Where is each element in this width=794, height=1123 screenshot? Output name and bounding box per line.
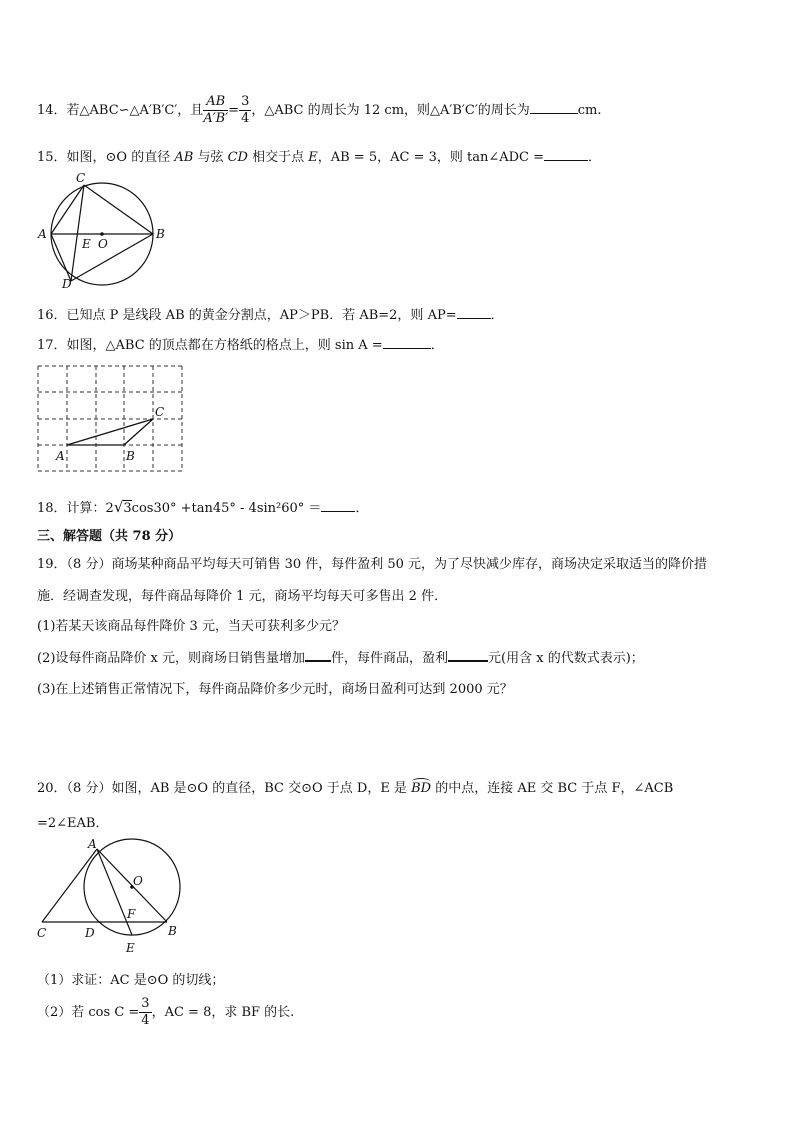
question-17: 17．如图，△ABC 的顶点都在方格纸的格点上，则 sin A = ． (37, 338, 444, 353)
q15-label-o: O (98, 237, 108, 251)
q20-label-e: E (126, 941, 135, 955)
q17-label-c: C (155, 405, 165, 419)
q15-label-e: E (82, 237, 91, 251)
q20-label-b: B (168, 924, 177, 938)
q15-chord-cb (84, 185, 153, 234)
arc-mark-icon (412, 778, 430, 785)
q15-circle-figure (36, 168, 176, 292)
question-19-line1: 19．（8 分）商场某种商品平均每天可销售 30 件，每件盈利 50 元，为了尽快减少库存，商场决定采取适当的降价措 (37, 557, 708, 572)
q15-chord-ac (51, 185, 84, 234)
q15-label-d: D (62, 277, 72, 291)
q17-label-a: A (56, 449, 65, 463)
question-19-part2: (2)设每件商品降价 x 元，则商场日销售量增加 件，每件商品，盈利 元(用含 x 的代数式表示)； (37, 647, 644, 666)
section-heading: 三、解答题（共 78 分） (37, 529, 182, 544)
q14-answer-blank[interactable] (530, 101, 578, 114)
question-16: 16．已知点 P 是线段 AB 的黄金分割点，AP＞PB．若 AB=2，则 AP= ． (37, 308, 504, 323)
q17-grid-figure (36, 364, 186, 476)
q17-label-b: B (126, 449, 135, 463)
question-19-part3: (3)在上述销售正常情况下，每件商品降价多少元时，商场日盈利可达到 2000 元？ (37, 682, 513, 697)
q15-chord-ad (51, 234, 71, 281)
question-20-line2: =2∠EAB． (37, 816, 109, 831)
q15-center-dot (100, 232, 104, 236)
q17-answer-blank[interactable] (383, 336, 431, 349)
q14-prefix: 14．若△ABC∽△A′B′C′，且 (37, 103, 204, 118)
question-20-line1: 20．（8 分）如图，AB 是⊙O 的直径，BC 交⊙O 于点 D，E 是 BD 的中点，连接 AE 交 BC 于点 F，∠ACB (37, 777, 673, 796)
question-20-part2: （2）若 cos C = $\frac{3}{4}$ ，AC = 8，求 BF 的长. (37, 996, 295, 1028)
q15-chord-cd (71, 185, 84, 281)
question-18: 18．计算：2√3cos30° +tan45° - 4sin²60° ＝ ． (37, 498, 369, 516)
question-19-line2: 施．经调查发现，每件商品每降价 1 元，商场平均每天可多售出 2 件． (37, 589, 448, 604)
question-19-part1: (1)若某天该商品每件降价 3 元，当天可获利多少元？ (37, 619, 345, 634)
sqrt-sign: √ (113, 498, 124, 516)
q14-middle: ，△ABC 的周长为 12 cm，则△A′B′C′的周长为 (251, 103, 530, 118)
question-15: 15．如图，⊙O 的直径 AB 与弦 CD 相交于点 E，AB = 5，AC = 3，则 tan∠ADC = ． (37, 150, 602, 165)
q20-label-c: C (37, 926, 47, 940)
question-20-part1: （1）求证：AC 是⊙O 的切线； (37, 973, 225, 988)
q19-blank-increase[interactable] (305, 648, 331, 662)
q20-label-a: A (88, 837, 97, 851)
q20-cos-fraction: $\frac{3}{4}$ (141, 996, 150, 1028)
q15-label-a: A (38, 227, 47, 241)
q14-fraction-ratio: $\frac{AB}{A'B'}$ (203, 94, 229, 126)
q15-label-c: C (76, 171, 86, 185)
arc-bd: BD (411, 781, 431, 796)
q14-fraction-value: $\frac{3}{4}$ (241, 94, 250, 126)
q18-answer-blank[interactable] (321, 499, 355, 512)
q17-side-ac (67, 419, 153, 445)
q20-line-ca (42, 849, 97, 922)
question-14: 14．若△ABC∽△A′B′C′，且 $\frac{AB}{A'B'}$ = $\frac{3}{4}$ ，△ABC 的周长为 12 cm，则△A′B′C′的周长为 cm. (37, 94, 602, 126)
sqrt-argument: 3 (123, 501, 132, 516)
q16-answer-blank[interactable] (457, 306, 491, 319)
q20-label-d: D (85, 926, 95, 940)
q20-label-o: O (133, 874, 143, 888)
q15-label-b: B (156, 227, 165, 241)
q19-blank-profit[interactable] (448, 648, 488, 662)
q20-label-f: F (127, 907, 136, 921)
q15-answer-blank[interactable] (544, 148, 588, 161)
q20-figure (36, 838, 196, 960)
